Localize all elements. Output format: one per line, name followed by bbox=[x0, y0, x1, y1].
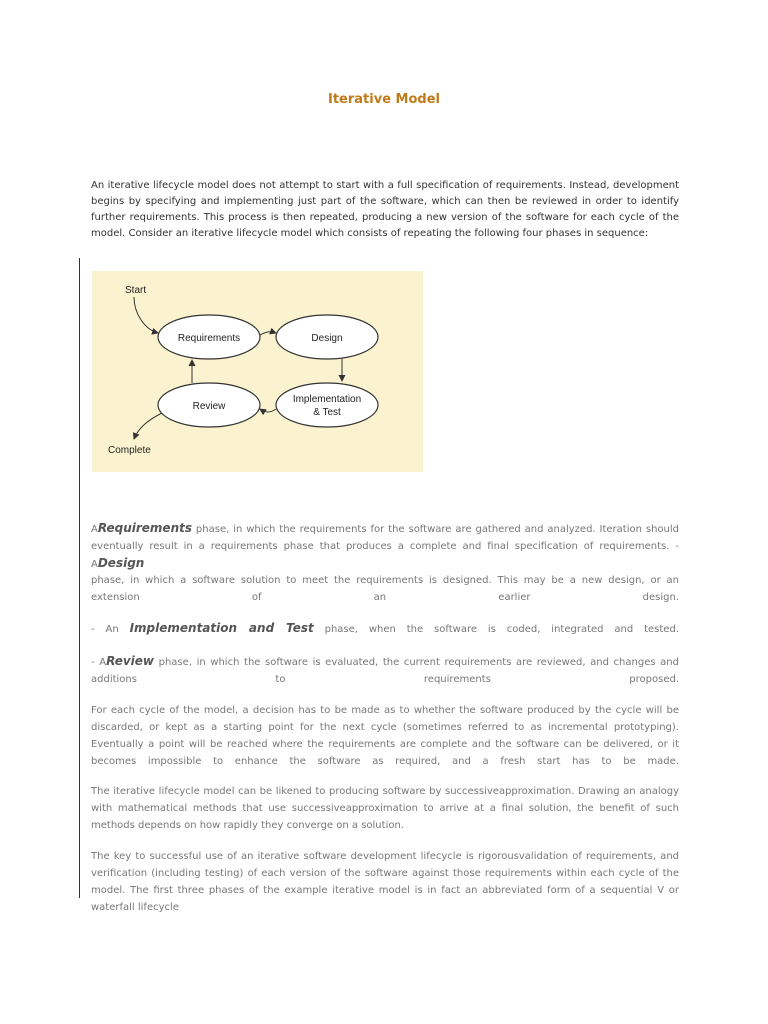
req-to-design-arrow bbox=[260, 332, 276, 335]
start-arrow bbox=[134, 297, 158, 333]
intro-paragraph: An iterative lifecycle model does not attempt to start with a full specification of requirements. Instead, development begins by specifying and implementing just part of the software, which can then be reviewed in order to identify further requirements. This process is then repeated, producing a new version of the software for each cycle of the model. Consider an iterative lifecycle model which consists of repeating the following four phases in sequence: bbox=[91, 180, 679, 239]
review-prefix: - A bbox=[91, 657, 107, 668]
implementation-label-line1: Implementation bbox=[292, 394, 362, 405]
analogy-paragraph: The iterative lifecycle model can be likened to producing software by successiveapproximation. Drawing an analogy with mathematical methods that use successiveapproximation to arrive at a final solution, the benefit of such methods depends on how rapidly they converge on a solution. bbox=[91, 786, 679, 831]
implementation-prefix: - An bbox=[91, 624, 130, 635]
implementation-term: Implementation and Test bbox=[129, 621, 314, 635]
requirements-term: Requirements bbox=[97, 521, 192, 535]
page-title: Iterative Model bbox=[328, 92, 440, 107]
requirements-label: Requirements bbox=[177, 333, 241, 344]
review-phase-paragraph bbox=[91, 653, 679, 688]
design-label: Design bbox=[311, 333, 343, 344]
implementation-label-line2: & Test bbox=[313, 407, 341, 418]
requirements-phase-paragraph bbox=[91, 520, 679, 573]
design-term: Design bbox=[97, 556, 145, 570]
left-margin-rule bbox=[79, 258, 80, 898]
review-text: phase, in which the software is evaluated, the current requirements are reviewed, and changes and additions to requirements proposed. bbox=[91, 657, 679, 685]
requirements-text: phase, in which the requirements for the software are gathered and analyzed. Iteration should eventually result in a requirements phase that produces a complete and final specification of requirements. - A bbox=[91, 524, 679, 570]
cycle-paragraph: For each cycle of the model, a decision has to be made as to whether the software produced by the cycle will be discarded, or kept as a starting point for the next cycle (sometimes referred to as incremental prototyping). Eventually a point will be reached where the requirements are complete and the software can be delivered, or it becomes impossible to enhance the software as required, and a fresh start has to be made. bbox=[91, 705, 679, 767]
design-phase-paragraph: phase, in which a software solution to meet the requirements is designed. This may be a new design, or an extension of an earlier design. bbox=[91, 575, 679, 603]
implementation-text: phase, when the software is coded, integrated and tested. bbox=[313, 624, 679, 635]
key-paragraph: The key to successful use of an iterative software development lifecycle is rigorousvalidation of requirements, and verification (including testing) of each version of the software against those requirements within each cycle of the model. The first three phases of the example iterative model is in fact an abbreviated form of a sequential V or waterfall lifecycle bbox=[91, 851, 679, 913]
impl-to-review-arrow bbox=[260, 409, 276, 412]
review-term: Review bbox=[106, 654, 155, 668]
implementation-node bbox=[276, 383, 378, 427]
review-to-complete-arrow bbox=[134, 413, 162, 439]
iterative-cycle-diagram bbox=[92, 271, 423, 472]
requirements-prefix: A bbox=[91, 524, 98, 535]
start-label: Start bbox=[125, 285, 147, 296]
complete-label: Complete bbox=[108, 445, 151, 456]
review-label: Review bbox=[192, 401, 226, 412]
diagram-svg bbox=[92, 271, 423, 472]
implementation-phase-paragraph bbox=[91, 620, 679, 638]
